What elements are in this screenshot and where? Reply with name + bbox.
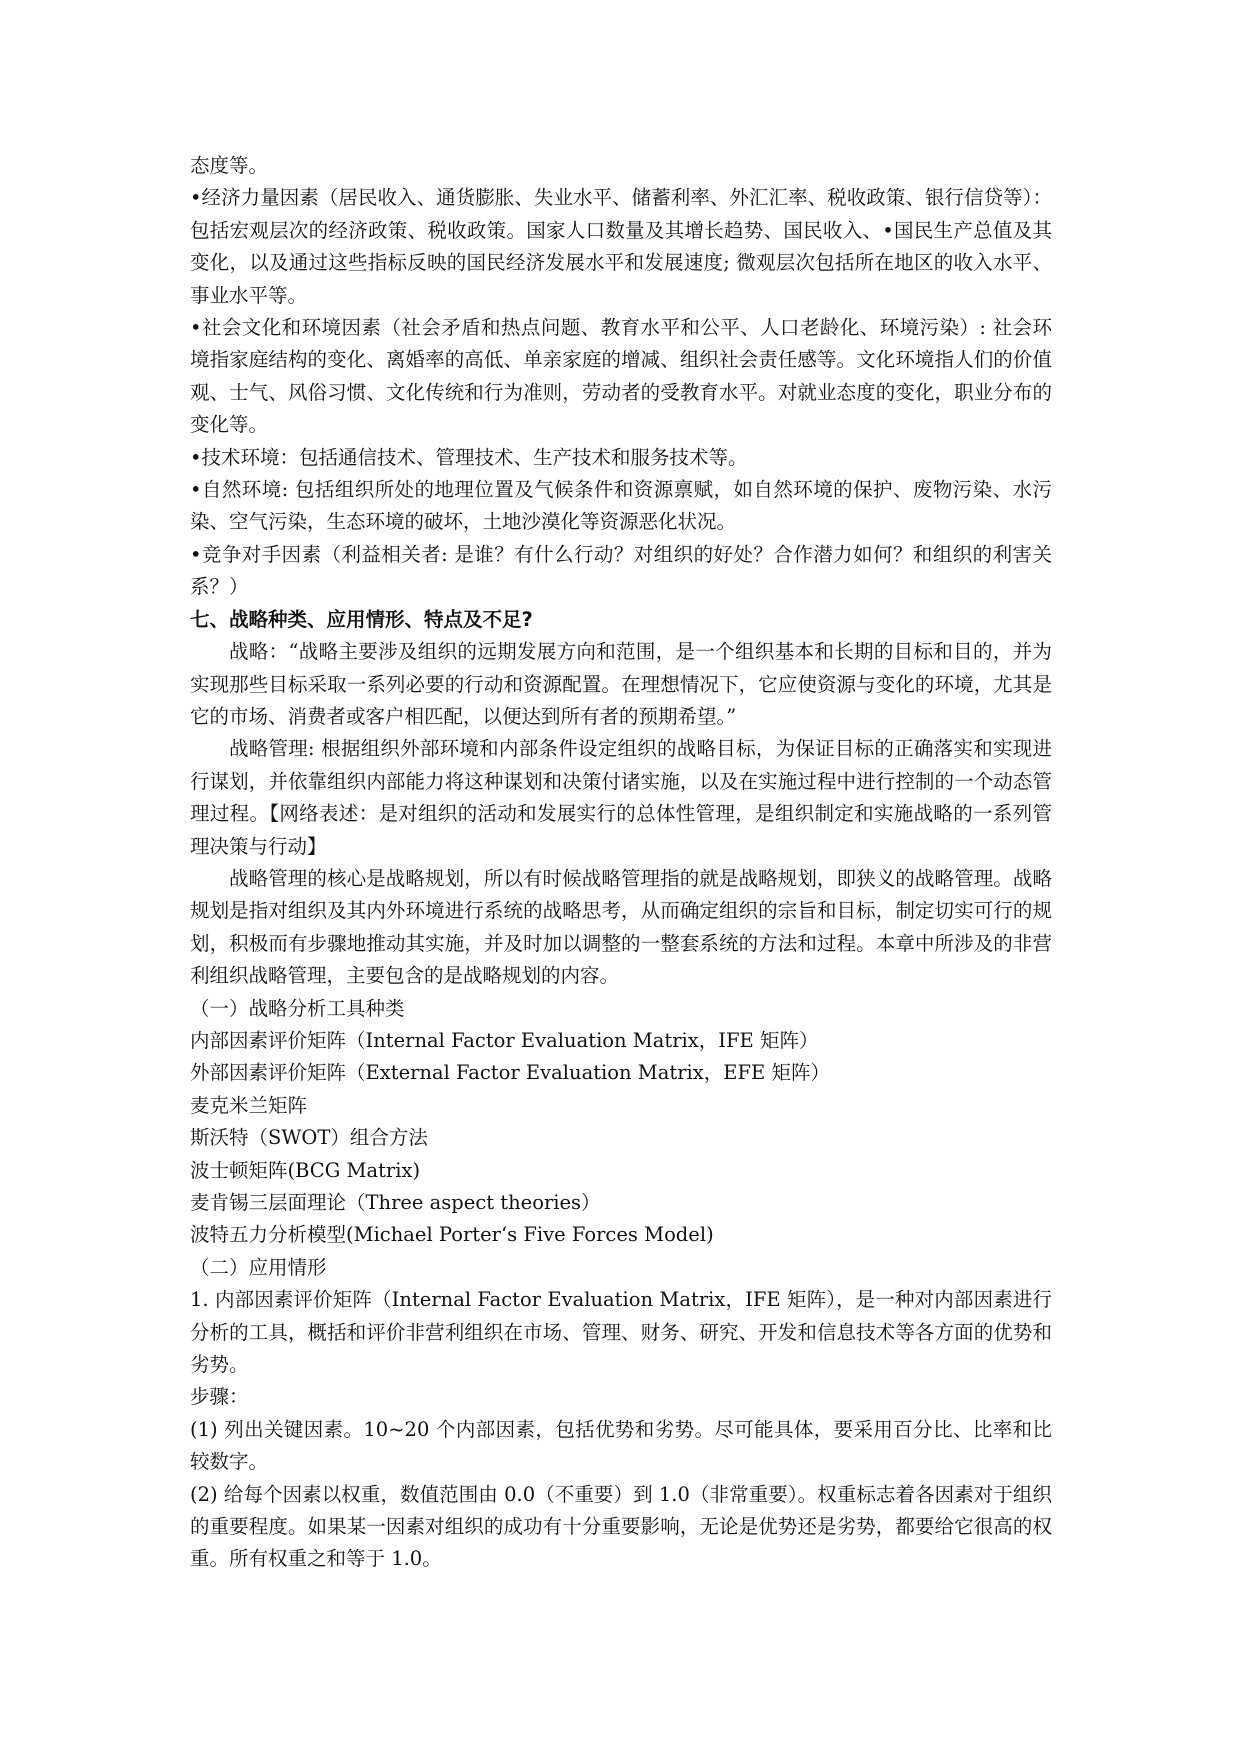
subheading-application: （二）应用情形 bbox=[190, 1255, 327, 1279]
list-item: 内部因素评价矩阵（Internal Factor Evaluation Matrix，IFE 矩阵） bbox=[190, 1028, 819, 1052]
step-item: (2) 给每个因素以权重，数值范围由 0.0（不重要）到 1.0（非常重要）。权重标志着各因素对于组织的重要程度。如果某一因素对组织的成功有十分重要影响，无论是优势还是劣势，都要给它很高的权重。所有权重之和等于 1.0。 bbox=[190, 1482, 1052, 1571]
list-item: 斯沃特（SWOT）组合方法 bbox=[190, 1126, 428, 1150]
subheading-tool-types: （一）战略分析工具种类 bbox=[190, 996, 405, 1020]
list-item: 外部因素评价矩阵（External Factor Evaluation Matrix，EFE 矩阵） bbox=[190, 1061, 830, 1085]
steps-label: 步骤： bbox=[190, 1385, 249, 1409]
paragraph-tech-environment: •技术环境：包括通信技术、管理技术、生产技术和服务技术等。 bbox=[190, 445, 748, 469]
list-item: 波士顿矩阵(BCG Matrix) bbox=[190, 1158, 421, 1182]
paragraph-competitor-factors: •竞争对手因素（利益相关者: 是谁？有什么行动？对组织的好处？合作潜力如何？和组织的利害关系？） bbox=[190, 542, 1052, 599]
paragraph-strategic-management: 战略管理: 根据组织外部环境和内部条件设定组织的战略目标，为保证目标的正确落实和实现进行谋划，并依靠组织内部能力将这种谋划和决策付诸实施，以及在实施过程中进行控制的一个动态管理过程。【网络表述：是对组织的活动和发展实行的总体性管理，是组织制定和实施战略的一系列管理决策与行动】 bbox=[190, 737, 1052, 858]
list-item: 麦肯锡三层面理论（Three aspect theories） bbox=[190, 1191, 601, 1214]
paragraph-strategy-definition: 战略：“战略主要涉及组织的远期发展方向和范围，是一个组织基本和长期的目标和目的，并为实现那些目标采取一系列必要的行动和资源配置。在理想情况下，它应使资源与变化的环境，尤其是它的市场、消费者或客户相匹配，以便达到所有者的预期希望。” bbox=[190, 640, 1052, 728]
paragraph-economic-factors: •经济力量因素（居民收入、通货膨胀、失业水平、储蓄利率、外汇汇率、税收政策、银行信贷等）：包括宏观层次的经济政策、税收政策。国家人口数量及其增长趋势、国民收入、•国民生产总值及其变化，以及通过这些指标反映的国民经济发展水平和发展速度; 微观层次包括所在地区的收入水平、事业水平等。 bbox=[190, 186, 1052, 307]
paragraph: 态度等。 bbox=[190, 154, 269, 177]
list-item: 波特五力分析模型(Michael Porter‘s Five Forces Model) bbox=[190, 1223, 714, 1247]
step-item: (1) 列出关键因素。10~20 个内部因素，包括优势和劣势。尽可能具体，要采用百分比、比率和比较数字。 bbox=[190, 1417, 1052, 1474]
paragraph-social-factors: •社会文化和环境因素（社会矛盾和热点问题、教育水平和公平、人口老龄化、环境污染）: 社会环境指家庭结构的变化、离婚率的高低、单亲家庭的增减、组织社会责任感等。文化环境指人们的价值观、士气、风俗习惯、文化传统和行为准则，劳动者的受教育水平。对就业态度的变化，职业分布的变化等。 bbox=[190, 316, 1052, 437]
list-item: 麦克米兰矩阵 bbox=[190, 1093, 308, 1117]
document-page bbox=[190, 150, 1052, 1576]
paragraph-strategic-planning: 战略管理的核心是战略规划，所以有时候战略管理指的就是战略规划，即狭义的战略管理。战略规划是指对组织及其内外环境进行系统的战略思考，从而确定组织的宗旨和目标，制定切实可行的规划，积极而有步骤地推动其实施，并及时加以调整的一整套系统的方法和过程。本章中所涉及的非营利组织战略管理，主要包含的是战略规划的内容。 bbox=[190, 866, 1052, 988]
paragraph-natural-environment: •自然环境: 包括组织所处的地理位置及气候条件和资源禀赋，如自然环境的保护、废物污染、水污染、空气污染，生态环境的破坏，土地沙漠化等资源恶化状况。 bbox=[190, 478, 1052, 534]
paragraph-ife-matrix: 1. 内部因素评价矩阵（Internal Factor Evaluation Matrix，IFE 矩阵），是一种对内部因素进行分析的工具，概括和评价非营利组织在市场、管理、财务、研究、开发和信息技术等各方面的优势和劣势。 bbox=[190, 1288, 1052, 1377]
section-heading: 七、战略种类、应用情形、特点及不足? bbox=[190, 607, 533, 631]
